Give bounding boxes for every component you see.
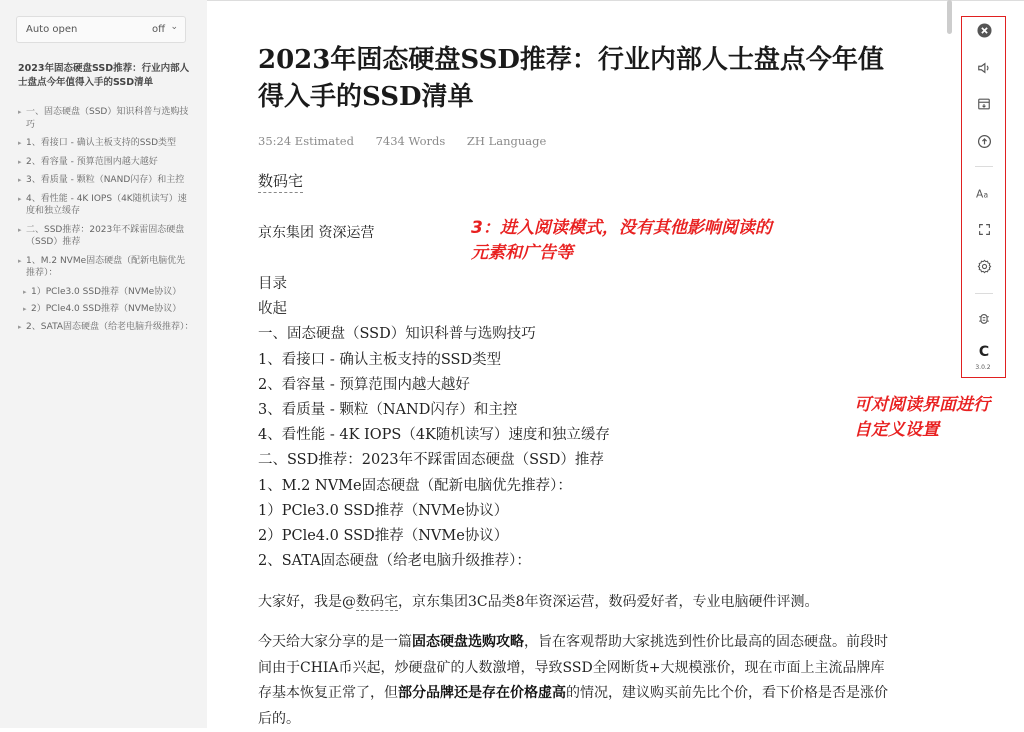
caret-right-icon: ▸ (18, 194, 22, 203)
svg-text:A: A (976, 187, 984, 200)
toc-item[interactable] (18, 106, 194, 131)
article-toc-line[interactable]: 一、固态硬盘（SSD）知识科普与选购技巧 (258, 326, 536, 343)
article-toc-line[interactable]: 1、M.2 NVMe固态硬盘（配新电脑优先推荐）： (258, 477, 572, 494)
toc-title[interactable]: 2023年固态硬盘SSD推荐：行业内部人士盘点今年值得入手的SSD清单 (18, 63, 190, 88)
body-paragraph (258, 630, 898, 732)
article-title: 2023年固态硬盘SSD推荐：行业内部人士盘点今年值得入手的SSD清单 (258, 45, 884, 112)
annotation-line: 可对阅读界面进行 (854, 395, 990, 415)
toc-item[interactable] (18, 193, 194, 218)
reading-time: 35:24 Estimated (258, 134, 354, 148)
article-toc-collapse[interactable]: 收起 (258, 301, 287, 318)
article-meta (258, 134, 564, 148)
toc-item[interactable] (18, 321, 194, 334)
caret-right-icon: ▸ (23, 287, 27, 296)
author-mention-link[interactable]: 数码宅 (356, 594, 398, 610)
toc-item[interactable] (18, 156, 194, 169)
caret-right-icon: ▸ (18, 157, 22, 166)
toc-item-label: 二、SSD推荐：2023年不踩雷固态硬盘（SSD）推荐 (26, 224, 185, 247)
body-text: ，旨在客观帮助大家挑选到性价比最高的固态硬盘。前段时间由于CHIA币兴起，炒硬盘矿的人数激增，导致SSD全网断货+大规模涨价，现在市面上主流品牌库存基本恢复正常了，但 (258, 634, 888, 701)
toc-item-label: 2）PCle4.0 SSD推荐（NVMe协议） (31, 304, 182, 314)
toc-item-label: 1、看接口 - 确认主板支持的SSD类型 (26, 138, 177, 148)
toc-item-label: 1、M.2 NVMe固态硬盘（配新电脑优先推荐）： (26, 255, 186, 278)
speaker-icon[interactable] (974, 58, 994, 78)
annotation-line: 元素和广告等 (471, 243, 573, 263)
word-count: 7434 Words (375, 134, 446, 148)
toolbar-divider (975, 166, 993, 167)
cloud-upload-icon[interactable] (974, 131, 994, 151)
toc-item[interactable] (18, 174, 194, 187)
article-toc-line[interactable]: 2、SATA固态硬盘（给老电脑升级推荐）： (258, 553, 531, 570)
article-toc-line[interactable]: 4、看性能 - 4K IOPS（4K随机读写）速度和独立缓存 (258, 427, 610, 444)
language: ZH Language (466, 134, 547, 148)
caret-right-icon: ▸ (18, 176, 22, 184)
toc-item-label: 4、看性能 - 4K IOPS（4K随机读写）速度和独立缓存 (26, 193, 187, 216)
intro-paragraph (258, 590, 898, 614)
body-text: 今天给大家分享的是一篇 (258, 634, 412, 650)
fullscreen-icon[interactable] (974, 219, 994, 239)
article-toc-line[interactable]: 1）PCle3.0 SSD推荐（NVMe协议） (258, 502, 509, 519)
close-icon[interactable] (974, 20, 994, 40)
auto-open-label: Auto open (26, 24, 78, 35)
caret-right-icon: ▸ (18, 322, 22, 331)
auto-open-select[interactable] (16, 16, 186, 43)
article-toc-line: 目录 (258, 276, 287, 292)
scrollbar-thumb[interactable] (947, 0, 952, 34)
body-bold-text: 固态硬盘选购攻略 (412, 634, 524, 650)
article-toc-line[interactable]: 2、看容量 - 预算范围内越大越好 (258, 376, 470, 393)
toc-item-label: 3、看质量 - 颗粒（NAND闪存）和主控 (26, 175, 185, 185)
body-text: 的情况，建议购买前先比个价，看下价格是否是涨价后的。 (258, 685, 888, 727)
toc-item-label: 1）PCle3.0 SSD推荐（NVMe协议） (31, 286, 182, 297)
customize-annotation (854, 393, 990, 443)
settings-icon[interactable] (974, 256, 994, 276)
caret-right-icon: ▸ (18, 256, 22, 265)
toc-item-label: 2、SATA固态硬盘（给老电脑升级推荐）： (26, 321, 194, 332)
reader-toolbar (961, 16, 1006, 378)
chevron-down-icon: ⌄ (170, 22, 178, 32)
toc-item[interactable] (18, 255, 194, 280)
article-toc (258, 272, 898, 574)
body-bold-text: 部分品牌还是存在价格虚高 (398, 685, 566, 701)
caret-right-icon: ▸ (18, 225, 22, 234)
annotation-line: 3：进入阅读模式，没有其他影响阅读的 (471, 218, 772, 238)
version-label: 3.0.2 (975, 364, 991, 371)
font-icon[interactable] (974, 183, 994, 203)
bug-icon[interactable] (974, 308, 994, 328)
intro-text: ，京东集团3C品类8年资深运营，数码爱好者，专业电脑硬件评测。 (398, 594, 819, 610)
caret-right-icon: ▸ (23, 305, 27, 313)
auto-open-value: off (151, 24, 165, 35)
svg-text:a: a (983, 190, 989, 200)
toc-sidebar (0, 0, 207, 728)
author-link[interactable]: 数码宅 (258, 170, 303, 193)
intro-text: 大家好，我是@ (258, 594, 356, 610)
toolbar-divider (975, 293, 993, 294)
annotation-line: 自定义设置 (854, 420, 939, 440)
toc-item-label: 2、看容量 - 预算范围内越大越好 (26, 156, 158, 167)
author-title: 京东集团 资深运营 (258, 225, 375, 241)
article-toc-line[interactable]: 二、SSD推荐：2023年不踩雷固态硬盘（SSD）推荐 (258, 452, 604, 469)
article-toc-line[interactable]: 1、看接口 - 确认主板支持的SSD类型 (258, 351, 502, 368)
toc-item[interactable] (18, 224, 194, 249)
article-toc-line[interactable]: 2）PCle4.0 SSD推荐（NVMe协议） (258, 528, 509, 545)
logo-c-icon[interactable]: C (978, 344, 990, 360)
reading-mode-annotation (471, 216, 772, 266)
caret-right-icon: ▸ (18, 139, 22, 147)
archive-icon[interactable] (974, 94, 994, 114)
caret-right-icon: ▸ (18, 108, 22, 116)
toc-item-label: 一、固态硬盘（SSD）知识科普与选购技巧 (26, 107, 189, 130)
toc-item[interactable] (18, 137, 194, 150)
toc-list (18, 106, 194, 339)
toc-subitem[interactable] (18, 286, 194, 299)
article-toc-line[interactable]: 3、看质量 - 颗粒（NAND闪存）和主控 (258, 402, 518, 419)
toc-subitem[interactable] (18, 303, 194, 316)
